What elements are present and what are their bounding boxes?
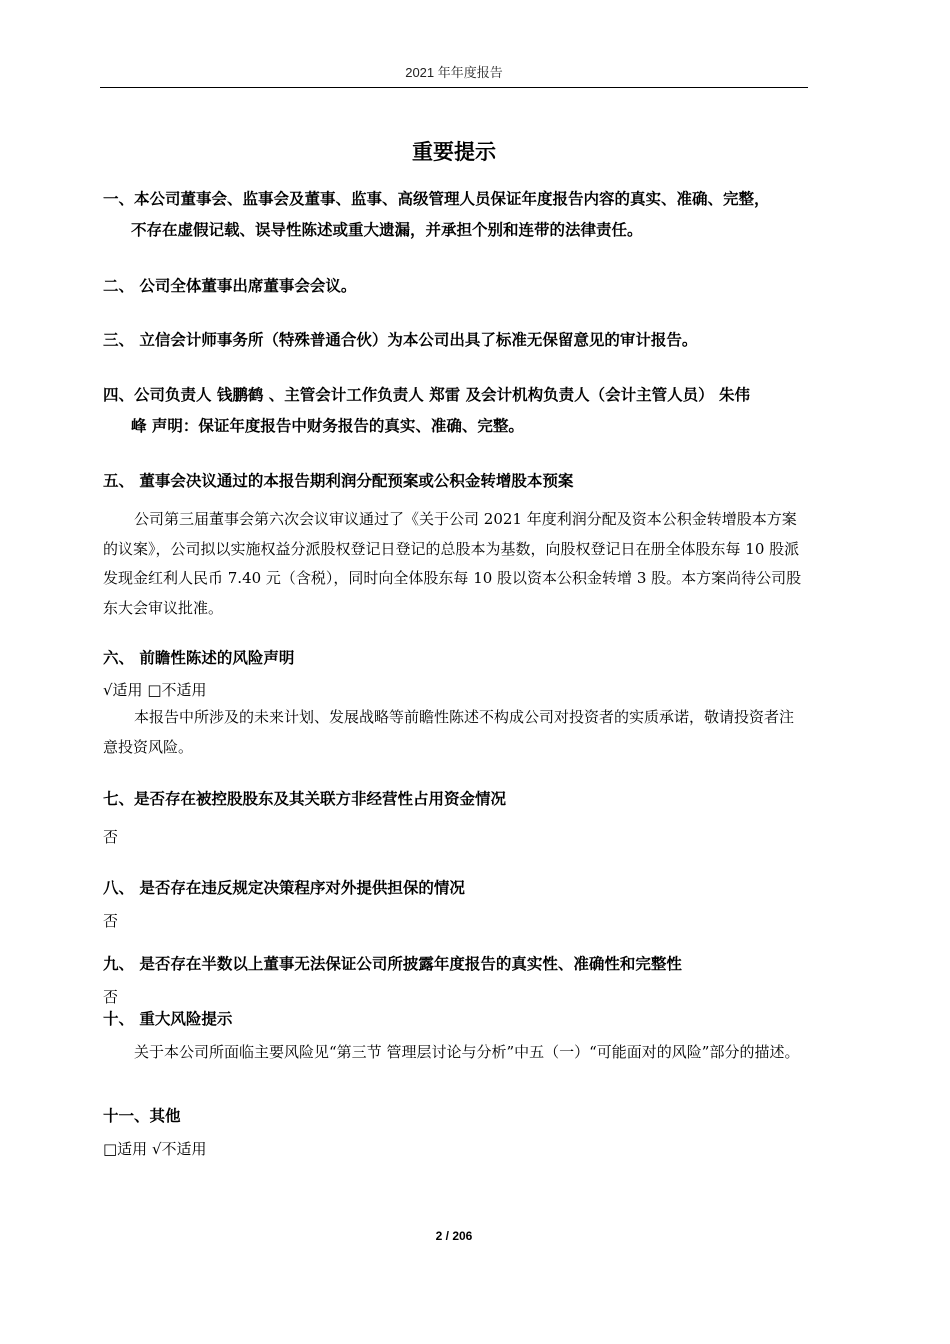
document-header: 2021 年年度报告: [405, 65, 503, 80]
section-4-line-2: 峰 声明：保证年度报告中财务报告的真实、准确、完整。: [131, 417, 524, 435]
section-10-body: 关于本公司所面临主要风险见“第三节 管理层讨论与分析”中五（一）“可能面对的风险”部分的描述。: [134, 1043, 800, 1061]
section-7-heading: 七、是否存在被控股股东及其关联方非经营性占用资金情况: [103, 790, 507, 808]
section-4-heading: [103, 380, 811, 442]
section-3-heading: 三、 立信会计师事务所（特殊普通合伙）为本公司出具了标准无保留意见的审计报告。: [103, 331, 698, 349]
page-number: 2 / 206: [435, 1229, 473, 1243]
section-9-heading: 九、 是否存在半数以上董事无法保证公司所披露年度报告的真实性、准确性和完整性: [103, 955, 682, 973]
section-6-heading: 六、 前瞻性陈述的风险声明: [103, 649, 295, 667]
section-1-line-2: 不存在虚假记载、误导性陈述或重大遗漏，并承担个别和连带的法律责任。: [131, 221, 643, 239]
section-10-heading: 十、 重大风险提示: [103, 1010, 233, 1028]
section-5-heading: 五、 董事会决议通过的本报告期利润分配预案或公积金转增股本预案: [103, 472, 574, 490]
section-2-heading: 二、 公司全体董事出席董事会会议。: [103, 277, 357, 295]
section-8-heading: 八、 是否存在违反规定决策程序对外提供担保的情况: [103, 879, 465, 897]
header-divider: [100, 87, 808, 88]
section-5-body: 公司第三届董事会第六次会议审议通过了《关于公司 2021 年度利润分配及资本公积金转增股本方案的议案》，公司拟以实施权益分派股权登记日登记的总股本为基数，向股权登记日在册全体股东每 10 股派发现金红利人民币 7.40 元（含税），同时向全体股东每 10 股以资本公积金转增 3 股。本方案尚待公司股东大会审议批准。: [103, 510, 802, 617]
section-11-heading: 十一、其他: [103, 1107, 181, 1125]
section-7-answer: 否: [103, 828, 119, 846]
section-11-applicability: □适用 √不适用: [103, 1140, 207, 1158]
section-6-applicability: √适用 □不适用: [103, 681, 207, 699]
section-1-line-1: 一、本公司董事会、监事会及董事、监事、高级管理人员保证年度报告内容的真实、准确、完整，: [103, 190, 770, 208]
section-9-answer: 否: [103, 988, 119, 1006]
section-1-heading: [103, 184, 811, 246]
section-8-answer: 否: [103, 912, 119, 930]
section-4-line-1: 四、公司负责人 钱鹏鹤 、主管会计工作负责人 郑雷 及会计机构负责人（会计主管人员） 朱伟: [103, 386, 750, 404]
page-title: 重要提示: [412, 140, 496, 164]
section-6-body: 本报告中所涉及的未来计划、发展战略等前瞻性陈述不构成公司对投资者的实质承诺，敬请投资者注意投资风险。: [103, 708, 795, 756]
